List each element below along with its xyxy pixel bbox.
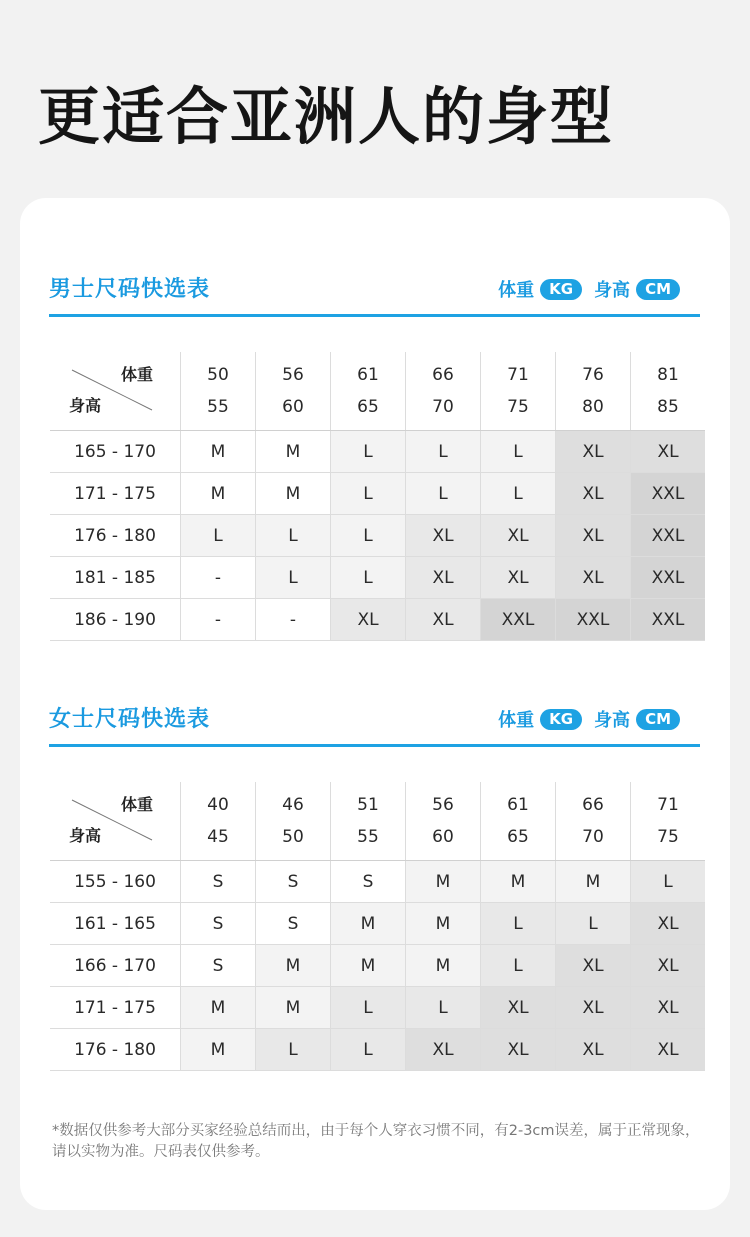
men-size-cell: XL bbox=[331, 599, 406, 641]
women-size-cell: M bbox=[481, 861, 556, 903]
women-size-cell: XL bbox=[481, 987, 556, 1029]
women-weight-col bbox=[481, 782, 556, 861]
men-size-cell: XL bbox=[556, 431, 631, 473]
women-weight-upper: 45 bbox=[207, 827, 229, 847]
men-size-cell: XL bbox=[556, 473, 631, 515]
men-size-cell: XXL bbox=[631, 599, 706, 641]
women-weight-lower: 71 bbox=[657, 795, 679, 815]
women-size-cell: XL bbox=[556, 1029, 631, 1071]
women-weight-upper: 60 bbox=[432, 827, 454, 847]
disclaimer-footnote: *数据仅供参考大部分买家经验总结而出，由于每个人穿衣习惯不同，有2-3cm误差，属于正常现象，请以实物为准。尺码表仅供参考。 bbox=[52, 1123, 700, 1160]
women-weight-col bbox=[631, 782, 706, 861]
men-size-cell: XL bbox=[481, 515, 556, 557]
women-table-row bbox=[50, 945, 705, 987]
men-header-row bbox=[50, 352, 705, 431]
men-weight-label: 体重 bbox=[498, 280, 535, 301]
women-weight-col bbox=[331, 782, 406, 861]
men-size-table bbox=[50, 352, 705, 641]
women-height-range: 166 - 170 bbox=[50, 945, 181, 987]
women-size-cell: XL bbox=[556, 987, 631, 1029]
women-weight-upper: 55 bbox=[357, 827, 379, 847]
women-size-cell: M bbox=[331, 945, 406, 987]
women-table-row bbox=[50, 903, 705, 945]
women-section-title: 女士尺码快选表 bbox=[49, 707, 211, 732]
men-table-row bbox=[50, 557, 705, 599]
women-size-cell: XL bbox=[631, 945, 706, 987]
men-size-cell: XXL bbox=[631, 557, 706, 599]
men-size-cell: L bbox=[331, 515, 406, 557]
men-size-cell: L bbox=[256, 515, 331, 557]
women-weight-upper: 65 bbox=[507, 827, 529, 847]
women-size-cell: L bbox=[331, 987, 406, 1029]
men-section-title: 男士尺码快选表 bbox=[49, 277, 211, 302]
men-height-range: 176 - 180 bbox=[50, 515, 181, 557]
women-weight-lower: 56 bbox=[432, 795, 454, 815]
men-weight-lower: 66 bbox=[432, 365, 454, 385]
men-weight-lower: 56 bbox=[282, 365, 304, 385]
men-weight-lower: 50 bbox=[207, 365, 229, 385]
women-size-cell: M bbox=[331, 903, 406, 945]
women-weight-lower: 61 bbox=[507, 795, 529, 815]
women-size-cell: S bbox=[256, 903, 331, 945]
men-weight-lower: 81 bbox=[657, 365, 679, 385]
women-size-cell: L bbox=[406, 987, 481, 1029]
women-height-label: 身高 bbox=[594, 710, 631, 731]
men-size-cell: XL bbox=[556, 515, 631, 557]
men-corner-weight: 体重 bbox=[120, 365, 153, 384]
men-size-cell: XL bbox=[406, 515, 481, 557]
women-size-cell: M bbox=[406, 945, 481, 987]
women-weight-lower: 46 bbox=[282, 795, 304, 815]
women-header-row bbox=[50, 782, 705, 861]
men-weight-col bbox=[331, 352, 406, 431]
women-corner-cell bbox=[50, 782, 181, 861]
women-weight-lower: 51 bbox=[357, 795, 379, 815]
men-corner-height: 身高 bbox=[69, 396, 102, 415]
women-section-header bbox=[49, 700, 700, 747]
women-height-range: 176 - 180 bbox=[50, 1029, 181, 1071]
women-size-cell: M bbox=[256, 987, 331, 1029]
women-size-cell: XL bbox=[481, 1029, 556, 1071]
men-height-range: 186 - 190 bbox=[50, 599, 181, 641]
women-weight-lower: 66 bbox=[582, 795, 604, 815]
men-size-cell: - bbox=[181, 557, 256, 599]
women-corner-weight: 体重 bbox=[120, 795, 153, 814]
women-size-cell: L bbox=[481, 903, 556, 945]
women-weight-upper: 50 bbox=[282, 827, 304, 847]
women-weight-lower: 40 bbox=[207, 795, 229, 815]
women-weight-col bbox=[556, 782, 631, 861]
men-size-cell: XXL bbox=[631, 515, 706, 557]
men-size-cell: L bbox=[256, 557, 331, 599]
women-size-cell: S bbox=[181, 861, 256, 903]
men-size-cell: XXL bbox=[631, 473, 706, 515]
men-size-cell: L bbox=[331, 557, 406, 599]
women-size-cell: M bbox=[256, 945, 331, 987]
women-weight-col bbox=[181, 782, 256, 861]
men-weight-lower: 71 bbox=[507, 365, 529, 385]
women-size-cell: XL bbox=[631, 1029, 706, 1071]
men-size-cell: XL bbox=[556, 557, 631, 599]
diagonal-divider-icon bbox=[50, 352, 180, 430]
men-size-cell: XL bbox=[481, 557, 556, 599]
men-size-cell: M bbox=[181, 431, 256, 473]
women-size-cell: S bbox=[181, 945, 256, 987]
men-weight-upper: 80 bbox=[582, 397, 604, 417]
men-height-range: 171 - 175 bbox=[50, 473, 181, 515]
men-units bbox=[498, 276, 680, 302]
women-size-cell: M bbox=[181, 1029, 256, 1071]
men-weight-col bbox=[406, 352, 481, 431]
men-table-row bbox=[50, 473, 705, 515]
women-weight-col bbox=[256, 782, 331, 861]
men-size-cell: L bbox=[331, 473, 406, 515]
men-size-cell: M bbox=[181, 473, 256, 515]
men-weight-upper: 55 bbox=[207, 397, 229, 417]
women-size-cell: S bbox=[256, 861, 331, 903]
women-size-cell: M bbox=[556, 861, 631, 903]
men-height-unit-badge: CM bbox=[636, 279, 680, 300]
men-weight-upper: 60 bbox=[282, 397, 304, 417]
men-table-row bbox=[50, 431, 705, 473]
men-size-cell: L bbox=[181, 515, 256, 557]
women-size-cell: M bbox=[181, 987, 256, 1029]
women-size-table bbox=[50, 782, 705, 1071]
men-corner-cell bbox=[50, 352, 181, 431]
men-weight-col bbox=[631, 352, 706, 431]
women-height-unit-badge: CM bbox=[636, 709, 680, 730]
men-size-cell: M bbox=[256, 473, 331, 515]
men-weight-upper: 70 bbox=[432, 397, 454, 417]
men-weight-col bbox=[256, 352, 331, 431]
women-size-cell: M bbox=[406, 861, 481, 903]
page-title: 更适合亚洲人的身型 bbox=[38, 80, 615, 153]
men-size-cell: XXL bbox=[556, 599, 631, 641]
women-size-cell: L bbox=[331, 1029, 406, 1071]
women-height-range: 161 - 165 bbox=[50, 903, 181, 945]
women-weight-upper: 75 bbox=[657, 827, 679, 847]
men-weight-lower: 61 bbox=[357, 365, 379, 385]
men-height-range: 165 - 170 bbox=[50, 431, 181, 473]
men-size-cell: XXL bbox=[481, 599, 556, 641]
women-weight-label: 体重 bbox=[498, 710, 535, 731]
men-size-cell: M bbox=[256, 431, 331, 473]
women-size-cell: S bbox=[331, 861, 406, 903]
men-section-header bbox=[49, 270, 700, 317]
men-weight-upper: 65 bbox=[357, 397, 379, 417]
women-units bbox=[498, 706, 680, 732]
men-size-cell: XL bbox=[406, 599, 481, 641]
men-size-cell: L bbox=[481, 473, 556, 515]
women-corner-height: 身高 bbox=[69, 826, 102, 845]
men-table-row bbox=[50, 515, 705, 557]
men-size-cell: L bbox=[406, 431, 481, 473]
women-size-cell: XL bbox=[631, 987, 706, 1029]
women-weight-upper: 70 bbox=[582, 827, 604, 847]
men-table-row bbox=[50, 599, 705, 641]
size-chart-card bbox=[20, 198, 730, 1210]
women-table-row bbox=[50, 1029, 705, 1071]
men-height-range: 181 - 185 bbox=[50, 557, 181, 599]
men-weight-lower: 76 bbox=[582, 365, 604, 385]
men-weight-col bbox=[181, 352, 256, 431]
men-height-label: 身高 bbox=[594, 280, 631, 301]
women-size-cell: L bbox=[631, 861, 706, 903]
women-weight-col bbox=[406, 782, 481, 861]
women-weight-unit-badge: KG bbox=[540, 709, 582, 730]
men-size-cell: XL bbox=[631, 431, 706, 473]
men-weight-col bbox=[556, 352, 631, 431]
men-size-cell: - bbox=[256, 599, 331, 641]
women-size-cell: XL bbox=[406, 1029, 481, 1071]
diagonal-divider-icon bbox=[50, 782, 180, 860]
women-size-cell: XL bbox=[631, 903, 706, 945]
women-table-row bbox=[50, 861, 705, 903]
women-height-range: 155 - 160 bbox=[50, 861, 181, 903]
men-size-cell: XL bbox=[406, 557, 481, 599]
men-weight-upper: 75 bbox=[507, 397, 529, 417]
women-size-cell: L bbox=[256, 1029, 331, 1071]
women-size-cell: XL bbox=[556, 945, 631, 987]
women-table-row bbox=[50, 987, 705, 1029]
women-size-cell: L bbox=[556, 903, 631, 945]
men-weight-unit-badge: KG bbox=[540, 279, 582, 300]
men-size-cell: L bbox=[406, 473, 481, 515]
women-size-cell: L bbox=[481, 945, 556, 987]
men-weight-upper: 85 bbox=[657, 397, 679, 417]
women-height-range: 171 - 175 bbox=[50, 987, 181, 1029]
women-size-cell: S bbox=[181, 903, 256, 945]
women-size-cell: M bbox=[406, 903, 481, 945]
men-size-cell: - bbox=[181, 599, 256, 641]
men-size-cell: L bbox=[331, 431, 406, 473]
men-weight-col bbox=[481, 352, 556, 431]
men-size-cell: L bbox=[481, 431, 556, 473]
